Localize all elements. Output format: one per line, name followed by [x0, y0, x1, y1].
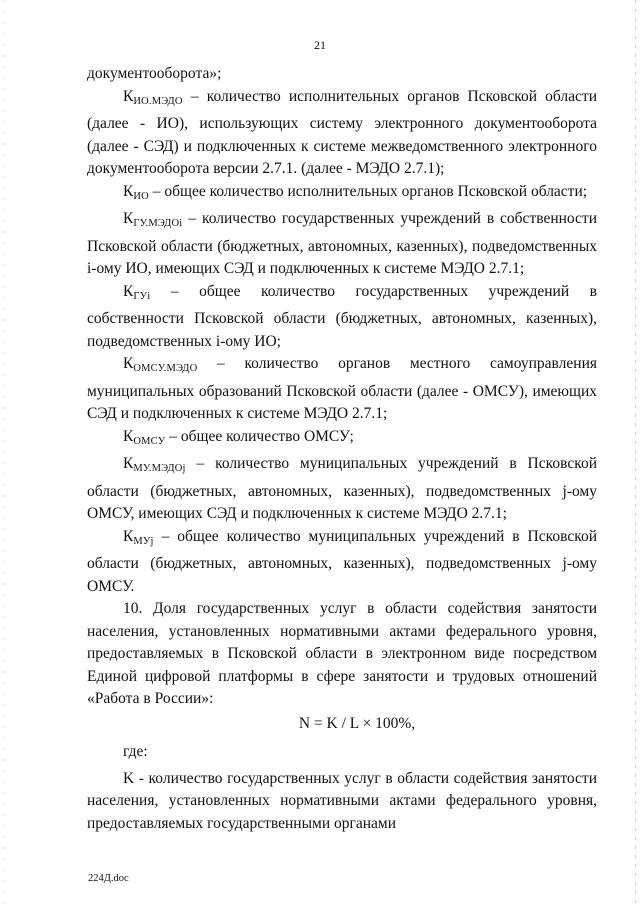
- definition-paragraph: [87, 353, 597, 426]
- definition-text: – количество государственных учреждений в собственности Псковской области (бюджетных, автономных, казенных), подведомственных i-ому ИО, имеющих СЭД и подключенных к системе МЭДО 2.7.1;: [87, 210, 597, 277]
- definition-paragraph: [87, 208, 597, 281]
- definition-symbol: К: [123, 282, 134, 300]
- definition-symbol: К: [123, 355, 134, 372]
- definition-symbol: К: [123, 527, 134, 545]
- definitions-list: [87, 86, 597, 599]
- definition-paragraph: [87, 181, 597, 209]
- definition-symbol: К: [123, 427, 134, 445]
- definition-paragraph: [87, 281, 597, 354]
- definition-subscript: МУ.МЭДОj: [133, 463, 186, 474]
- definition-subscript: ОМСУ: [133, 435, 166, 447]
- scan-edge-right: [635, 0, 636, 905]
- definition-symbol: К: [123, 182, 134, 200]
- page-number: 21: [314, 38, 326, 52]
- definition-subscript: ГУi: [133, 290, 151, 302]
- definition-text: – количество муниципальных учреждений в Псковской области (бюджетных, автономных, казенных), подведомственных j-ому ОМСУ, имеющих СЭД и подключенных к системе МЭДО 2.7.1;: [87, 455, 597, 522]
- definition-text: – общее количество государственных учреждений в собственности Псковской области (бюджетных, автономных, казенных), подведомственных i-ому ИО;: [87, 282, 597, 350]
- definition-subscript: МУj: [133, 535, 154, 547]
- formula: N = K / L × 100%,: [298, 714, 416, 732]
- definition-paragraph: [87, 86, 597, 181]
- definition-text: – общее количество исполнительных органов Псковской области;: [148, 182, 588, 200]
- definition-symbol: К: [123, 455, 134, 472]
- document-body: [87, 63, 597, 835]
- definition-text: – количество органов местного самоуправления муниципальных образований Псковской области (далее - ОМСУ), имеющих СЭД и подключенных к системе МЭДО 2.7.1;: [87, 355, 597, 422]
- intro-line: документооборота»;: [87, 65, 222, 82]
- file-name-footer: 224Д.doc: [88, 873, 129, 884]
- definition-paragraph: [87, 426, 597, 454]
- definition-symbol: К: [123, 87, 134, 105]
- definition-text: – общее количество ОМСУ;: [165, 427, 354, 445]
- definition-subscript: ИО.МЭДО: [133, 95, 183, 107]
- definition-text: – общее количество муниципальных учреждений в Псковской области (бюджетных, автономных, казенных), подведомственных j-ому ОМСУ.: [87, 527, 597, 595]
- definition-symbol: К: [123, 210, 134, 227]
- where-label: где:: [123, 743, 148, 760]
- k-definition-paragraph: K - количество государственных услуг в области содействия занятости населения, установленных нормативными актами федерального уровня, предоставляемых государственными органами: [87, 769, 597, 832]
- definition-subscript: ГУ.МЭДОi: [133, 218, 183, 229]
- definition-paragraph: [87, 453, 597, 526]
- item-10-paragraph: 10. Доля государственных услуг в области содействия занятости населения, установленных нормативными актами федерального уровня, предоставляемых в Псковской области в электронном виде посредством Единой цифровой платформы в сфере занятости и трудовых отношений «Работа в России»:: [87, 600, 597, 707]
- definition-subscript: ИО: [133, 190, 149, 202]
- scan-edge-left: [3, 0, 4, 905]
- definition-text: – количество исполнительных органов Псковской области (далее - ИО), использующих систему электронного документооборота (далее - СЭД) и подключенных к системе межведомственного электронного документооборота версии 2.7.1. (далее - МЭДО 2.7.1);: [87, 87, 597, 177]
- definition-paragraph: [87, 526, 597, 599]
- definition-subscript: ОМСУ.МЭДО: [133, 363, 198, 374]
